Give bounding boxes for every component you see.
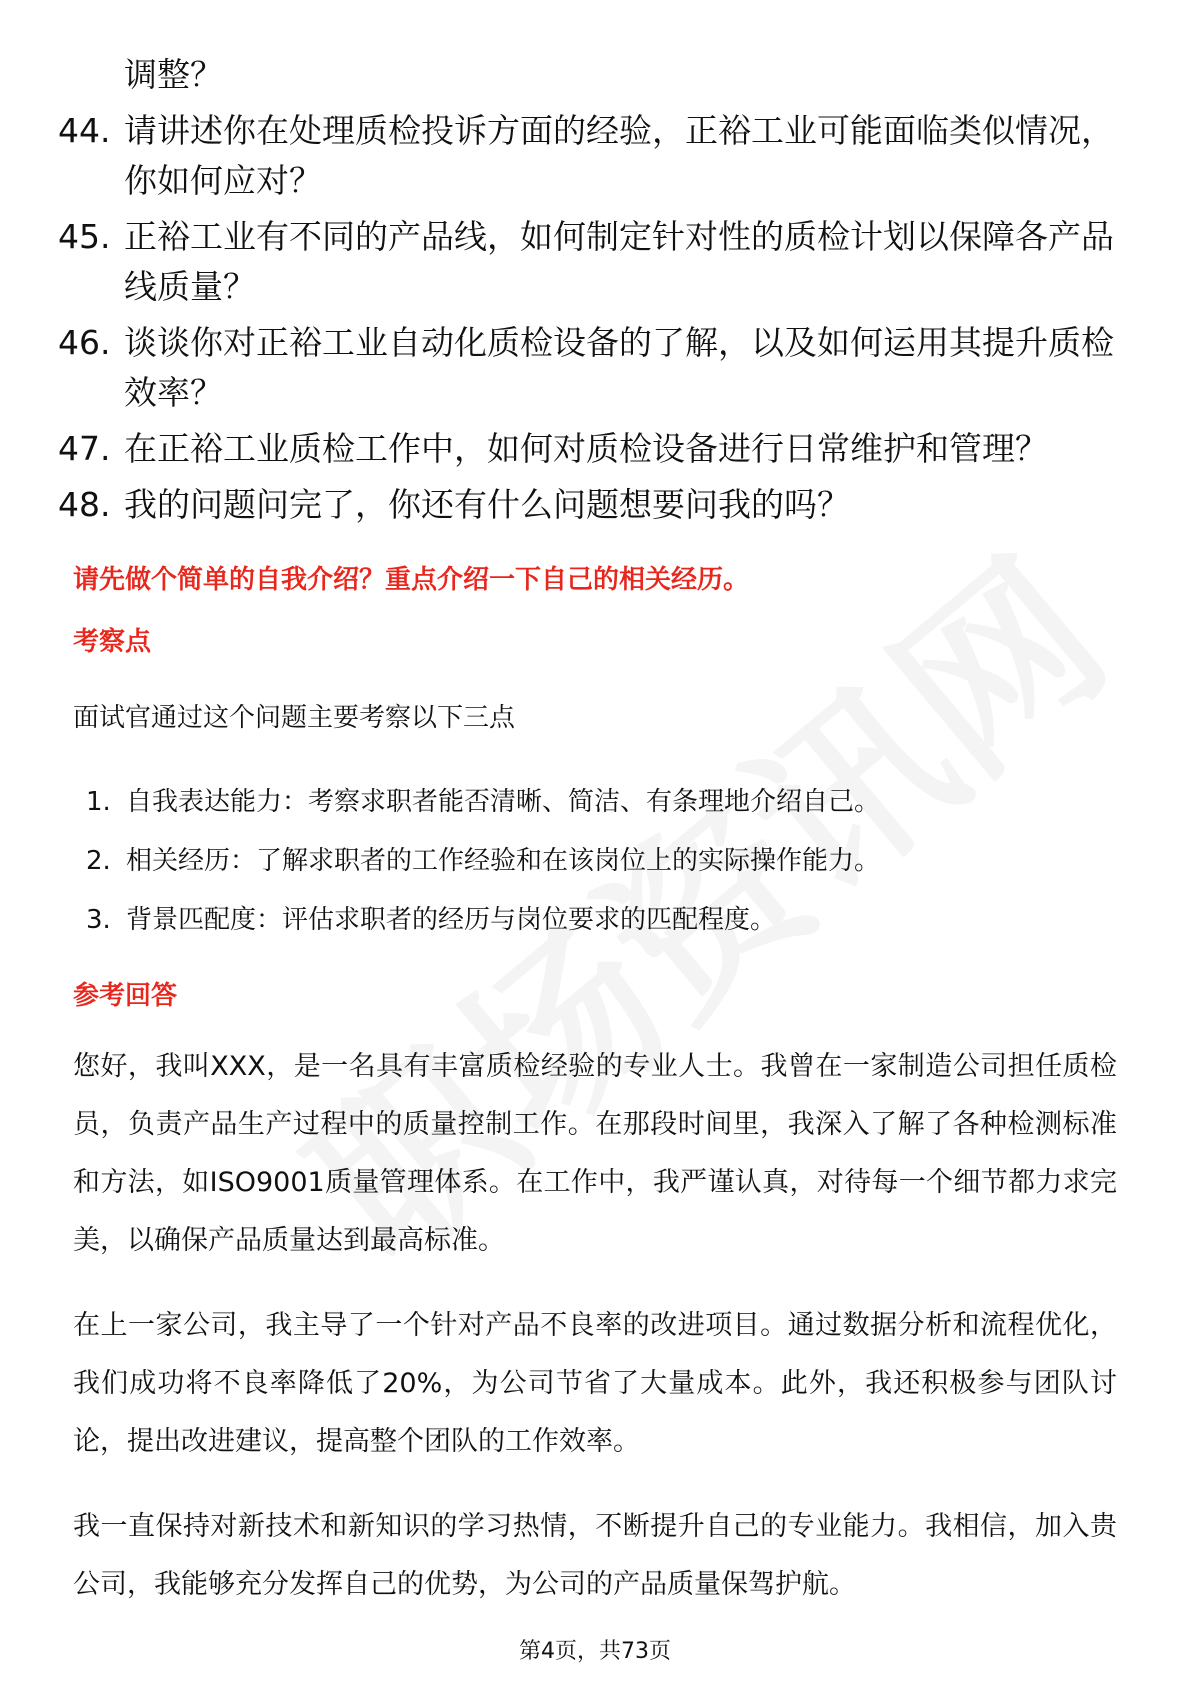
question-43-continuation: 调整？ (124, 55, 223, 94)
question-text: 谈谈你对正裕工业自动化质检设备的了解，以及如何运用其提升质检效率？ (124, 323, 1114, 412)
answer-paragraph-1: 您好，我叫XXX，是一名具有丰富质检经验的专业人士。我曾在一家制造公司担任质检员，负责产品生产过程中的质量控制工作。在那段时间里，我深入了解了各种检测标准和方法，如ISO9001质量管理体系。在工作中，我严谨认真，对待每一个细节都力求完美，以确保产品质量达到最高标准。 (73, 1051, 1117, 1256)
answer-paragraph-3: 我一直保持对新技术和新知识的学习热情，不断提升自己的专业能力。我相信，加入贵公司，我能够充分发挥自己的优势，为公司的产品质量保驾护航。 (73, 1511, 1117, 1600)
point-number: 1. (86, 787, 111, 817)
question-item-44 (58, 106, 1118, 206)
answer-paragraph-2: 在上一家公司，我主导了一个针对产品不良率的改进项目。通过数据分析和流程优化，我们成功将不良率降低了20%，为公司节省了大量成本。此外，我还积极参与团队讨论，提出改进建议，提高整个团队的工作效率。 (73, 1310, 1117, 1457)
question-item-45 (58, 212, 1118, 312)
question-text: 正裕工业有不同的产品线，如何制定针对性的质检计划以保障各产品线质量？ (124, 217, 1114, 306)
point-text: 背景匹配度：评估求职者的经历与岗位要求的匹配程度。 (126, 905, 777, 935)
point-number: 3. (86, 905, 111, 935)
question-item-46 (58, 318, 1118, 418)
point-text: 自我表达能力：考察求职者能否清晰、简洁、有条理地介绍自己。 (126, 787, 881, 817)
question-text: 请讲述你在处理质检投诉方面的经验，正裕工业可能面临类似情况，你如何应对？ (124, 111, 1114, 200)
focus-point-1 (86, 782, 1086, 822)
question-text: 我的问题问完了，你还有什么问题想要问我的吗？ (124, 485, 850, 524)
point-number: 2. (86, 846, 111, 876)
question-number: 48. (58, 485, 111, 524)
question-list (58, 50, 1118, 530)
page-number-footer: 第4页，共73页 (519, 1639, 671, 1664)
question-item-47 (58, 424, 1118, 474)
question-number: 47. (58, 429, 111, 468)
question-number: 46. (58, 323, 111, 362)
focus-point-3 (86, 900, 1086, 940)
question-number: 45. (58, 217, 111, 256)
focus-heading: 考察点 (73, 627, 152, 657)
question-heading: 请先做个简单的自我介绍？重点介绍一下自己的相关经历。 (73, 565, 750, 595)
question-text: 在正裕工业质检工作中，如何对质检设备进行日常维护和管理？ (124, 429, 1048, 468)
question-item-48 (58, 480, 1118, 530)
question-number: 44. (58, 111, 111, 150)
focus-points-list (86, 782, 1086, 959)
answer-heading: 参考回答 (73, 981, 178, 1011)
focus-intro: 面试官通过这个问题主要考察以下三点 (73, 703, 516, 733)
point-text: 相关经历：了解求职者的工作经验和在该岗位上的实际操作能力。 (126, 846, 881, 876)
focus-point-2 (86, 841, 1086, 881)
